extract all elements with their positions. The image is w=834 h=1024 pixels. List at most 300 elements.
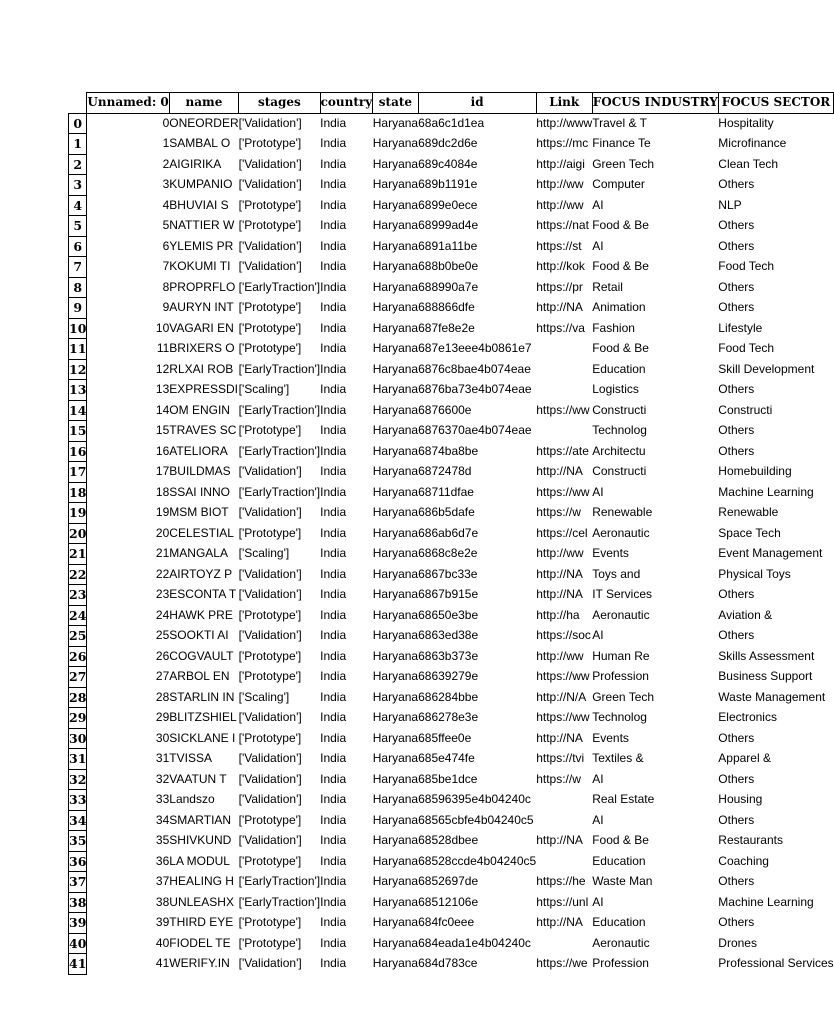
id-cell: 6868c8e2e <box>418 546 478 560</box>
id-cell: 6863b373e <box>418 648 479 663</box>
table-row <box>69 831 834 852</box>
industry-cell: Green Tech <box>592 156 655 171</box>
sector-cell: Microfinance <box>718 136 787 150</box>
id-cell: 68528dbee <box>418 833 479 847</box>
link-cell: https://mc <box>536 136 589 150</box>
id-cell: 68596395e4b04240c <box>418 792 531 806</box>
stages-cell: ['Prototype'] <box>238 648 302 663</box>
row-index: 24 <box>69 605 87 626</box>
row-index: 12 <box>69 359 87 380</box>
industry-cell: AI <box>592 812 604 827</box>
id-cell: 6876ba73e4b074eae <box>418 382 532 396</box>
state-cell: Haryana <box>372 874 419 888</box>
row-index: 30 <box>69 728 87 749</box>
sector-cell: Others <box>718 382 755 396</box>
name-cell: MSM BIOT <box>169 505 229 519</box>
industry-cell: Education <box>592 853 646 868</box>
spreadsheet-table <box>68 92 834 975</box>
country-cell: India <box>320 279 347 294</box>
unnamed-cell: 35 <box>155 833 170 847</box>
row-index: 19 <box>69 503 87 524</box>
state-cell: Haryana <box>372 710 419 724</box>
row-index: 31 <box>69 749 87 770</box>
unnamed-cell: 18 <box>155 484 170 499</box>
link-cell: https://unl <box>536 894 589 909</box>
table-row <box>69 380 834 401</box>
id-cell: 686278e3e <box>418 710 479 724</box>
table-row <box>69 482 834 503</box>
row-index: 6 <box>69 236 87 257</box>
stages-cell: ['Validation'] <box>238 259 302 273</box>
name-cell: HAWK PRE <box>169 607 233 622</box>
link-cell: http://NA <box>536 730 583 745</box>
stages-cell: ['Validation'] <box>238 505 302 519</box>
table-row <box>69 175 834 196</box>
link-cell: https://we <box>536 956 588 970</box>
name-cell: OM ENGIN <box>169 402 230 417</box>
industry-cell: AI <box>592 238 604 253</box>
name-cell: VAATUN T <box>169 771 227 786</box>
country-cell: India <box>320 566 347 581</box>
country-cell: India <box>320 628 347 642</box>
country-cell: India <box>320 730 347 745</box>
country-cell: India <box>320 238 347 253</box>
table-row <box>69 892 834 913</box>
name-cell: BLITZSHIEL <box>169 710 237 724</box>
sector-cell: Coaching <box>718 853 769 868</box>
stages-cell: ['Validation'] <box>238 771 302 786</box>
link-cell: https://he <box>536 874 586 888</box>
country-cell: India <box>320 546 347 560</box>
stages-cell: ['Prototype'] <box>238 607 302 622</box>
header-row <box>69 93 834 114</box>
sector-cell: Electronics <box>718 710 777 724</box>
name-cell: LA MODUL <box>169 853 230 868</box>
state-cell: Haryana <box>372 853 419 868</box>
industry-cell: Aeronautic <box>592 525 650 540</box>
id-cell: 6876370ae4b074eae <box>418 423 532 437</box>
country-cell: India <box>320 648 347 663</box>
industry-cell: Fashion <box>592 320 635 335</box>
table-row <box>69 277 834 298</box>
name-cell: AIRTOYZ P <box>169 566 233 581</box>
id-cell: 6899e0ece <box>418 197 478 212</box>
unnamed-cell: 37 <box>155 874 170 888</box>
industry-cell: Education <box>592 361 646 376</box>
column-header: FOCUS INDUSTRY <box>592 93 718 114</box>
stages-cell: ['Validation'] <box>238 238 302 253</box>
industry-cell: Aeronautic <box>592 935 650 950</box>
table-row <box>69 708 834 729</box>
row-index: 2 <box>69 154 87 175</box>
table-row <box>69 790 834 811</box>
sector-cell: Aviation & <box>718 607 773 622</box>
column-header: id <box>418 93 536 114</box>
stages-cell: ['EarlyTraction'] <box>238 402 321 417</box>
link-cell <box>536 851 592 872</box>
industry-cell: Technolog <box>592 710 647 724</box>
row-index: 21 <box>69 544 87 565</box>
id-cell: 684fc0eee <box>418 915 475 929</box>
table-row <box>69 318 834 339</box>
industry-cell: Food & Be <box>592 833 649 847</box>
name-cell: EXPRESSDI <box>169 382 238 396</box>
country-cell: India <box>320 177 347 191</box>
row-index: 20 <box>69 523 87 544</box>
column-header: stages <box>239 93 321 114</box>
sector-cell: Others <box>718 177 755 191</box>
country-cell: India <box>320 197 347 212</box>
stages-cell: ['Validation'] <box>238 177 302 191</box>
stages-cell: ['Prototype'] <box>238 218 302 232</box>
row-index: 25 <box>69 626 87 647</box>
sector-cell: Renewable <box>718 505 779 519</box>
id-cell: 687e13eee4b0861e7 <box>418 341 532 355</box>
unnamed-cell: 3 <box>162 177 170 191</box>
unnamed-cell: 15 <box>155 423 170 437</box>
link-cell: http://ww <box>536 197 584 212</box>
state-cell: Haryana <box>372 751 419 765</box>
sector-cell: Others <box>718 443 755 458</box>
country-cell: India <box>320 402 347 417</box>
id-cell: 689dc2d6e <box>418 136 478 150</box>
industry-cell: Renewable <box>592 505 653 519</box>
sector-cell: Hospitality <box>718 115 774 130</box>
country-cell: India <box>320 341 347 355</box>
unnamed-cell: 39 <box>155 915 170 929</box>
state-cell: Haryana <box>372 279 419 294</box>
link-cell: https://ate <box>536 443 589 458</box>
country-cell: India <box>320 874 347 888</box>
industry-cell: Food & Be <box>592 259 649 273</box>
row-index: 1 <box>69 134 87 155</box>
unnamed-cell: 30 <box>155 730 170 745</box>
row-index: 8 <box>69 277 87 298</box>
name-cell: SMARTIAN <box>169 812 232 827</box>
stages-cell: ['Validation'] <box>238 156 302 171</box>
name-cell: WERIFY.IN <box>169 956 230 970</box>
row-index: 17 <box>69 462 87 483</box>
name-cell: FIODEL TE <box>169 935 231 950</box>
table-row <box>69 421 834 442</box>
industry-cell: Constructi <box>592 402 647 417</box>
sector-cell: Others <box>718 423 755 437</box>
id-cell: 68650e3be <box>418 607 479 622</box>
table-row <box>69 257 834 278</box>
country-cell: India <box>320 484 347 499</box>
table-row <box>69 667 834 688</box>
stages-cell: ['EarlyTraction'] <box>238 894 321 909</box>
industry-cell: Waste Man <box>592 874 653 888</box>
sector-cell: NLP <box>718 197 742 212</box>
id-cell: 68a6c1d1ea <box>418 115 485 130</box>
unnamed-cell: 9 <box>162 300 170 314</box>
country-cell: India <box>320 525 347 540</box>
unnamed-cell: 20 <box>155 525 170 540</box>
state-cell: Haryana <box>372 484 419 499</box>
link-cell <box>536 339 592 360</box>
table-row <box>69 154 834 175</box>
sector-cell: Others <box>718 874 755 888</box>
table-row <box>69 195 834 216</box>
industry-cell: Animation <box>592 300 646 314</box>
row-index: 7 <box>69 257 87 278</box>
sector-cell: Others <box>718 238 755 253</box>
stages-cell: ['Prototype'] <box>238 730 302 745</box>
country-cell: India <box>320 833 347 847</box>
state-cell: Haryana <box>372 669 419 683</box>
sector-cell: Apparel & <box>718 751 771 765</box>
column-header: Unnamed: 0 <box>87 93 169 114</box>
id-cell: 68711dfae <box>418 484 474 499</box>
row-index: 29 <box>69 708 87 729</box>
table-row <box>69 523 834 544</box>
country-cell: India <box>320 853 347 868</box>
industry-cell: AI <box>592 484 604 499</box>
state-cell: Haryana <box>372 136 419 150</box>
country-cell: India <box>320 956 347 970</box>
sector-cell: Housing <box>718 792 763 806</box>
country-cell: India <box>320 382 347 396</box>
table-row <box>69 585 834 606</box>
stages-cell: ['Validation'] <box>238 710 302 724</box>
row-index: 18 <box>69 482 87 503</box>
industry-cell: Green Tech <box>592 689 655 704</box>
state-cell: Haryana <box>372 812 419 827</box>
row-index: 41 <box>69 954 87 975</box>
row-index: 23 <box>69 585 87 606</box>
industry-cell: Aeronautic <box>592 607 650 622</box>
country-cell: India <box>320 792 347 806</box>
state-cell: Haryana <box>372 361 419 376</box>
unnamed-cell: 32 <box>155 771 170 786</box>
table-row <box>69 216 834 237</box>
id-cell: 686b5dafe <box>418 505 475 519</box>
state-cell: Haryana <box>372 915 419 929</box>
column-header: state <box>373 93 418 114</box>
sector-cell: Restaurants <box>718 833 783 847</box>
country-cell: India <box>320 587 347 601</box>
table-row <box>69 236 834 257</box>
unnamed-cell: 1 <box>162 136 170 150</box>
sector-cell: Space Tech <box>718 525 781 540</box>
state-cell: Haryana <box>372 423 419 437</box>
state-cell: Haryana <box>372 505 419 519</box>
id-cell: 6872478d <box>418 464 472 478</box>
name-cell: ATELIORA <box>169 443 228 458</box>
link-cell: https://soc <box>536 628 591 642</box>
table-row <box>69 605 834 626</box>
unnamed-cell: 5 <box>162 218 170 232</box>
link-cell: http://NA <box>536 587 583 601</box>
name-cell: BRIXERS O <box>169 341 235 355</box>
link-cell: http://N/A <box>536 689 587 704</box>
link-cell <box>536 790 592 811</box>
country-cell: India <box>320 320 347 335</box>
sector-cell: Food Tech <box>718 259 775 273</box>
sector-cell: Food Tech <box>718 341 775 355</box>
industry-cell: AI <box>592 197 604 212</box>
unnamed-cell: 40 <box>155 935 170 950</box>
unnamed-cell: 23 <box>155 587 170 601</box>
name-cell: ARBOL EN <box>169 669 230 683</box>
stages-cell: ['Prototype'] <box>238 136 302 150</box>
industry-cell: Human Re <box>592 648 650 663</box>
country-cell: India <box>320 935 347 950</box>
name-cell: SAMBAL O <box>169 136 231 150</box>
link-cell: http://NA <box>536 566 583 581</box>
table-row <box>69 359 834 380</box>
id-cell: 688990a7e <box>418 279 479 294</box>
link-cell: https://pr <box>536 279 583 294</box>
industry-cell: AI <box>592 628 604 642</box>
name-cell: ESCONTA T <box>169 587 237 601</box>
name-cell: THIRD EYE <box>169 915 234 929</box>
name-cell: BUILDMAS <box>169 464 231 478</box>
industry-cell: Events <box>592 546 629 560</box>
name-cell: SSAI INNO <box>169 484 230 499</box>
id-cell: 6867b915e <box>418 587 479 601</box>
state-cell: Haryana <box>372 464 419 478</box>
stages-cell: ['Validation'] <box>238 628 302 642</box>
country-cell: India <box>320 464 347 478</box>
id-cell: 684d783ce <box>418 956 478 970</box>
link-cell: http://NA <box>536 300 583 314</box>
industry-cell: Real Estate <box>592 792 655 806</box>
link-cell: https://ww <box>536 710 590 724</box>
name-cell: CELESTIAL <box>169 525 234 540</box>
industry-cell: AI <box>592 771 604 786</box>
link-cell <box>536 380 592 401</box>
id-cell: 688b0be0e <box>418 259 479 273</box>
row-index: 14 <box>69 400 87 421</box>
table-row <box>69 503 834 524</box>
row-index: 35 <box>69 831 87 852</box>
row-index: 36 <box>69 851 87 872</box>
sector-cell: Business Support <box>718 669 813 683</box>
country-cell: India <box>320 156 347 171</box>
sector-cell: Drones <box>718 935 757 950</box>
country-cell: India <box>320 751 347 765</box>
country-cell: India <box>320 771 347 786</box>
unnamed-cell: 13 <box>155 382 170 396</box>
country-cell: India <box>320 115 347 130</box>
industry-cell: Education <box>592 915 646 929</box>
table-row <box>69 441 834 462</box>
link-cell: http://NA <box>536 833 583 847</box>
industry-cell: Finance Te <box>592 136 651 150</box>
sector-cell: Others <box>718 628 755 642</box>
link-cell: http://ww <box>536 546 584 560</box>
name-cell: TVISSA <box>169 751 212 765</box>
stages-cell: ['Prototype'] <box>238 525 302 540</box>
sector-cell: Others <box>718 915 755 929</box>
corner-cell <box>69 93 87 114</box>
table-row <box>69 687 834 708</box>
industry-cell: Profession <box>592 669 649 683</box>
industry-cell: Toys and <box>592 566 641 581</box>
table-row <box>69 933 834 954</box>
stages-cell: ['Prototype'] <box>238 669 302 683</box>
unnamed-cell: 33 <box>155 792 170 806</box>
state-cell: Haryana <box>372 792 419 806</box>
name-cell: HEALING H <box>169 874 234 888</box>
state-cell: Haryana <box>372 382 419 396</box>
row-index: 32 <box>69 769 87 790</box>
column-header: name <box>169 93 238 114</box>
state-cell: Haryana <box>372 300 419 314</box>
state-cell: Haryana <box>372 197 419 212</box>
country-cell: India <box>320 689 347 704</box>
row-index: 16 <box>69 441 87 462</box>
state-cell: Haryana <box>372 177 419 191</box>
table-row <box>69 564 834 585</box>
state-cell: Haryana <box>372 607 419 622</box>
unnamed-cell: 21 <box>155 546 170 560</box>
state-cell: Haryana <box>372 443 419 458</box>
row-index: 10 <box>69 318 87 339</box>
industry-cell: Constructi <box>592 464 647 478</box>
table-row <box>69 728 834 749</box>
id-cell: 685ffee0e <box>418 730 472 745</box>
state-cell: Haryana <box>372 218 419 232</box>
industry-cell: Profession <box>592 956 649 970</box>
id-cell: 6874ba8be <box>418 443 479 458</box>
link-cell <box>536 933 592 954</box>
industry-cell: Architectu <box>592 443 646 458</box>
id-cell: 687fe8e2e <box>418 320 475 335</box>
stages-cell: ['Scaling'] <box>238 382 290 396</box>
stages-cell: ['Prototype'] <box>238 300 302 314</box>
stages-cell: ['Prototype'] <box>238 423 302 437</box>
stages-cell: ['Prototype'] <box>238 935 302 950</box>
name-cell: AURYN INT <box>169 300 234 314</box>
stages-cell: ['Prototype'] <box>238 853 302 868</box>
state-cell: Haryana <box>372 320 419 335</box>
id-cell: 686ab6d7e <box>418 525 479 540</box>
country-cell: India <box>320 423 347 437</box>
state-cell: Haryana <box>372 833 419 847</box>
table-row <box>69 646 834 667</box>
link-cell: https://st <box>536 238 582 253</box>
link-cell <box>536 421 592 442</box>
sector-cell: Waste Management <box>718 689 826 704</box>
unnamed-cell: 28 <box>155 689 170 704</box>
row-index: 39 <box>69 913 87 934</box>
row-index: 26 <box>69 646 87 667</box>
link-cell: http://NA <box>536 915 583 929</box>
table-row <box>69 134 834 155</box>
country-cell: India <box>320 812 347 827</box>
table-row <box>69 339 834 360</box>
row-index: 4 <box>69 195 87 216</box>
industry-cell: Food & Be <box>592 341 649 355</box>
link-cell: http://www <box>536 115 593 130</box>
name-cell: KOKUMI TI <box>169 259 231 273</box>
name-cell: KUMPANIO <box>169 177 233 191</box>
state-cell: Haryana <box>372 546 419 560</box>
unnamed-cell: 2 <box>162 156 170 171</box>
link-cell: http://kok <box>536 259 585 273</box>
stages-cell: ['Validation'] <box>238 833 302 847</box>
state-cell: Haryana <box>372 730 419 745</box>
unnamed-cell: 27 <box>155 669 170 683</box>
id-cell: 685e474fe <box>418 751 475 765</box>
table-row <box>69 810 834 831</box>
name-cell: SICKLANE I <box>169 730 236 745</box>
row-index: 27 <box>69 667 87 688</box>
name-cell: TRAVES SC <box>169 423 237 437</box>
